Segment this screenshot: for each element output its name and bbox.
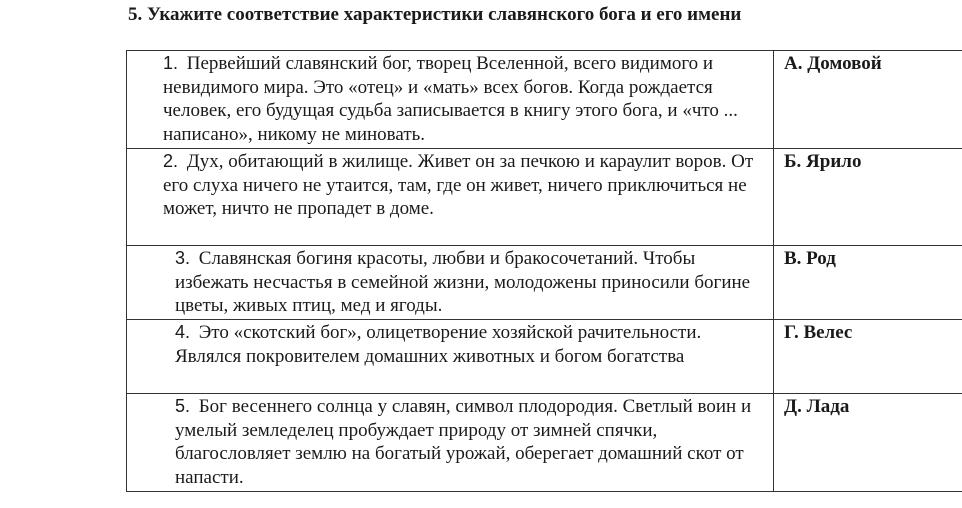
description-cell xyxy=(127,320,774,394)
item-number: 3. xyxy=(175,248,191,268)
description-cell xyxy=(127,246,774,320)
item-number: 1. xyxy=(163,53,179,73)
item-description: Бог весеннего солнца у славян, символ плодородия. Светлый воин и умелый земледелец пробуждает природу от зимней спячки, благословляет землю на богатый урожай, оберегает домашний скот от напасти. xyxy=(175,396,752,488)
description-cell xyxy=(127,51,774,149)
item-description: Первейший славянский бог, творец Вселенной, всего видимого и невидимого мира. Это «отец» и «мать» всех богов. Когда рождается человек, его будущая судьба записывается в книгу этого бога, и «что ... написано», никому не миновать. xyxy=(163,53,738,145)
item-description: Славянская богиня красоты, любви и бракосочетаний. Чтобы избежать несчастья в семейной жизни, молодожены приносили богине цветы, живых птиц, мед и ягоды. xyxy=(175,248,751,316)
answer-cell: А. Домовой xyxy=(774,51,962,149)
item-description: Это «скотский бог», олицетворение хозяйской рачительности. Являлся покровителем домашних животных и богом богатства xyxy=(175,322,702,367)
table-row xyxy=(127,246,962,320)
answer-cell: Д. Лада xyxy=(774,394,962,492)
item-description: Дух, обитающий в жилище. Живет он за печкою и караулит воров. От его слуха ничего не утаится, там, где он живет, ничего приключиться не может, ничто не пропадет в доме. xyxy=(163,151,754,219)
table-row xyxy=(127,149,962,246)
description-cell xyxy=(127,149,774,246)
table-row xyxy=(127,394,962,492)
description-cell xyxy=(127,394,774,492)
answer-cell: Б. Ярило xyxy=(774,149,962,246)
matching-table xyxy=(126,50,962,492)
task-title: 5. Укажите соответствие характеристики славянского бога и его имени xyxy=(128,4,742,25)
item-number: 4. xyxy=(175,322,191,342)
item-number: 5. xyxy=(175,396,191,416)
answer-cell: В. Род xyxy=(774,246,962,320)
item-number: 2. xyxy=(163,151,179,171)
answer-cell: Г. Велес xyxy=(774,320,962,394)
table-row xyxy=(127,51,962,149)
table-row xyxy=(127,320,962,394)
